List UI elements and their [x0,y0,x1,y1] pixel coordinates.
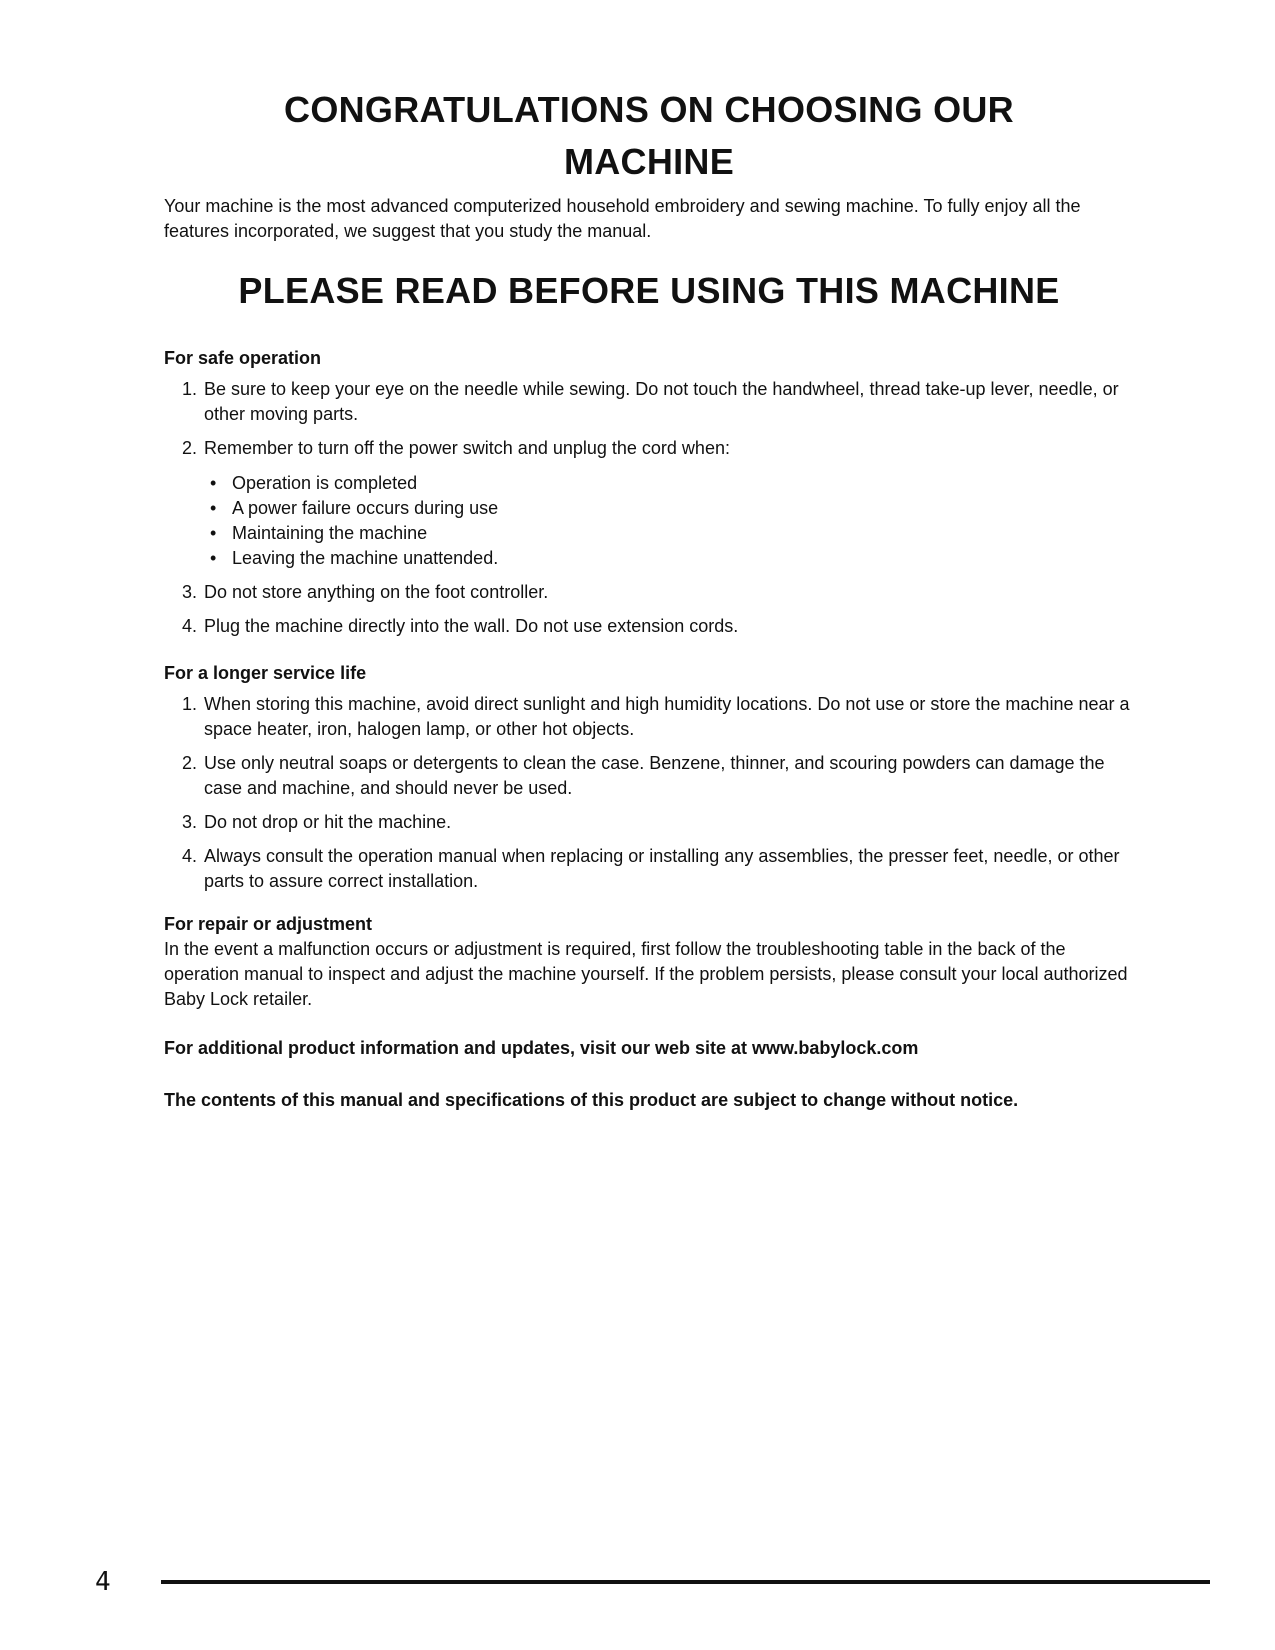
list-item: 3. Do not store anything on the foot controller. [202,580,1134,605]
bullet-icon: • [210,498,217,518]
bullet-item [210,546,1134,571]
congratulations-heading-line-2: MACHINE [563,141,735,182]
list-item: 1. Be sure to keep your eye on the needle while sewing. Do not touch the handwheel, thread take-up lever, needle, or other moving parts. [202,377,1134,427]
congratulations-heading [164,84,1134,188]
list-item [202,436,1134,571]
list-item: 4. Plug the machine directly into the wall. Do not use extension cords. [202,614,1134,639]
congratulations-heading-line-1: CONGRATULATIONS ON CHOOSING OUR [284,89,1014,130]
bullet-icon: • [210,473,217,493]
safe-operation-list [164,377,1134,639]
page-content [164,84,1134,1113]
list-item: 2. Use only neutral soaps or detergents to clean the case. Benzene, thinner, and scouring powders can damage the case and machine, and should never be used. [202,751,1134,801]
list-item: 3. Do not drop or hit the machine. [202,810,1134,835]
bullet-icon: • [210,548,217,568]
change-notice-line: The contents of this manual and specifications of this product are subject to change without notice. [164,1090,1019,1110]
repair-title: For repair or adjustment [164,914,373,934]
bullet-text: A power failure occurs during use [232,498,499,518]
service-life-section [164,661,1134,894]
service-life-title: For a longer service life [164,663,367,683]
bullet-text: Maintaining the machine [232,523,428,543]
safe-operation-section [164,346,1134,639]
safe-operation-title: For safe operation [164,348,322,368]
intro-paragraph: Your machine is the most advanced computerized household embroidery and sewing machine. To fully enjoy all the features incorporated, we suggest that you study the manual. [164,196,1081,241]
bullet-text: Leaving the machine unattended. [232,548,499,568]
bullet-item [210,521,1134,546]
unplug-conditions-list [204,471,1134,571]
repair-section [164,912,1134,1012]
list-item-text: Remember to turn off the power switch and unplug the cord when: [204,438,730,458]
list-item: 1. When storing this machine, avoid direct sunlight and high humidity locations. Do not use or store the machine near a space heater, iron, halogen lamp, or other hot objects. [202,692,1134,742]
footer-rule [161,1580,1210,1584]
repair-paragraph: In the event a malfunction occurs or adjustment is required, first follow the troubleshooting table in the back of the operation manual to inspect and adjust the machine yourself. If the problem persists, please consult your local authorized Baby Lock retailer. [164,939,1128,1009]
list-item: 4. Always consult the operation manual when replacing or installing any assemblies, the presser feet, needle, or other parts to assure correct installation. [202,844,1134,894]
bullet-item [210,471,1134,496]
service-life-list [164,692,1134,894]
page-number: 4 [95,1567,111,1597]
bullet-icon: • [210,523,217,543]
bullet-text: Operation is completed [232,473,418,493]
bullet-item [210,496,1134,521]
please-read-heading: PLEASE READ BEFORE USING THIS MACHINE [238,270,1060,311]
additional-info-line: For additional product information and updates, visit our web site at www.babylock.com [164,1038,919,1058]
